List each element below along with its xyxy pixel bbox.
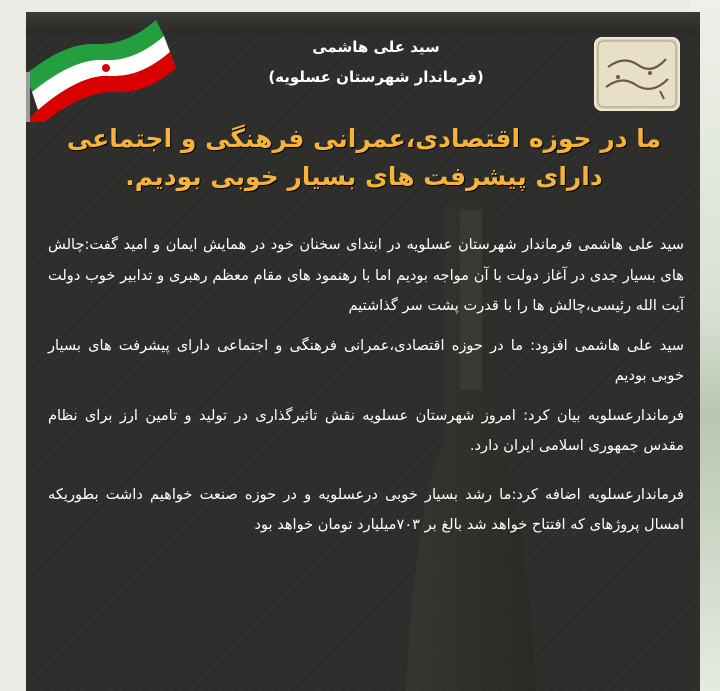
paragraph: سید علی هاشمی فرماندار شهرستان عسلویه در ابتدای سخنان خود در همایش ایمان و امید گفت:چالش های بسیار جدی در آغاز دولت با آن مواجه بودیم اما با رهنمود های مقام معظم رهبری و تدابیر خوب دولت آیت الله رئیسی،چالش ها را با قدرت پشت سر گذاشتیم: [48, 236, 684, 314]
speaker-name: سید علی هاشمی: [312, 38, 440, 56]
paragraph: فرماندارعسلویه اضافه کرد:ما رشد بسیار خوبی درعسلویه و در حوزه صنعت خواهیم داشت بطوریکه امسال پروژهای که افتتاح خواهد شد بالغ بر ۷۰۳میلیارد تومان خواهد بود: [48, 485, 684, 533]
calligraphy-logo: [594, 37, 680, 111]
paragraph: سید علی هاشمی افزود: ما در حوزه اقتصادی،عمرانی فرهنگی و اجتماعی دارای پیشرفت های بسیار خوبی بودیم: [48, 336, 684, 384]
article-body: [48, 230, 684, 550]
iran-flag-icon: [26, 12, 176, 122]
news-card: [26, 12, 700, 691]
paragraph: فرماندارعسلویه بیان کرد: امروز شهرستان عسلویه نقش تاثیرگذاری در تولید و تامین ارز برای نظام مقدس جمهوری اسلامی ایران دارد.: [48, 406, 684, 454]
headline: ما در حوزه اقتصادی،عمرانی فرهنگی و اجتماعی دارای پیشرفت های بسیار خوبی بودیم.: [66, 124, 662, 191]
speaker-role: (فرماندار شهرستان عسلویه): [268, 68, 484, 86]
